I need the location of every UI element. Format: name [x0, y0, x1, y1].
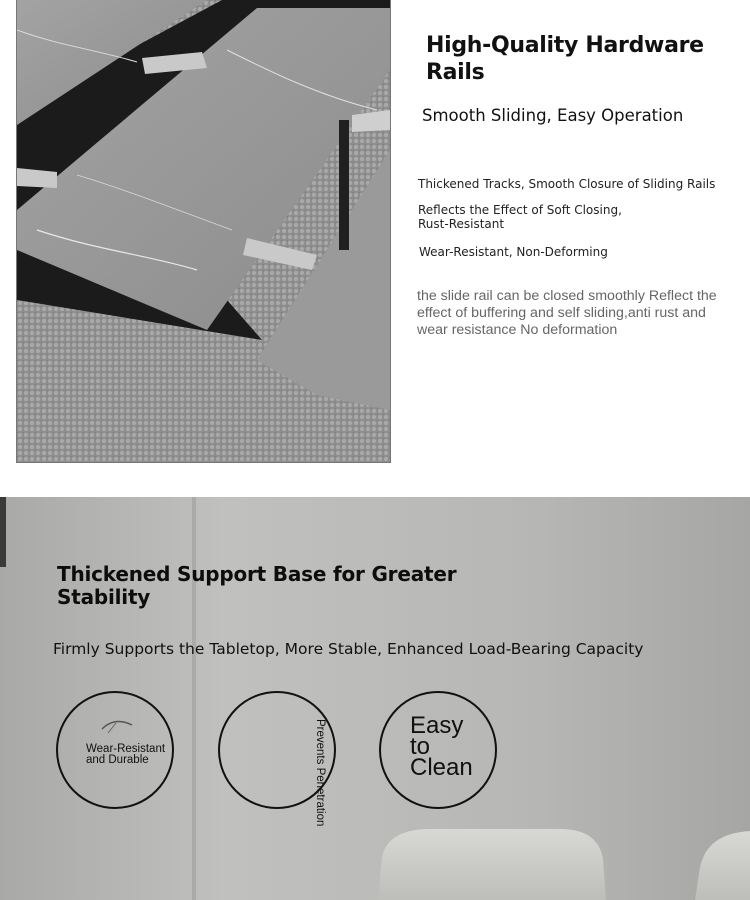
feature-item: Thickened Tracks, Smooth Closure of Sliding Rails: [418, 177, 716, 191]
badge-prevents-penetration: [218, 691, 336, 827]
extendable-table-image: [17, 0, 390, 462]
hardware-title: High-Quality Hardware Rails: [426, 33, 704, 85]
feature-item: Reflects the Effect of Soft Closing, Rust-Resistant: [418, 203, 622, 231]
badge-easy-to-clean: [379, 691, 497, 809]
hardware-description: the slide rail can be closed smoothly Reflect the effect of buffering and self sliding,anti rust and wear resistance No deformation: [417, 288, 717, 338]
badge-label: Prevents Penetration: [314, 719, 326, 827]
badge-wear-resistant: [56, 691, 174, 809]
badge-label: Wear-Resistant and Durable: [86, 743, 166, 766]
hardware-subtitle: Smooth Sliding, Easy Operation: [422, 106, 684, 125]
badge-label: Easy to Clean: [410, 712, 473, 781]
table-rails-photo: [16, 0, 391, 463]
support-title: Thickened Support Base for Greater Stability: [57, 562, 457, 609]
scratch-icon: [98, 715, 138, 737]
support-subtitle: Firmly Supports the Tabletop, More Stable, Enhanced Load-Bearing Capacity: [53, 640, 644, 658]
support-base-section: [0, 497, 750, 900]
feature-item: Wear-Resistant, Non-Deforming: [419, 245, 608, 259]
